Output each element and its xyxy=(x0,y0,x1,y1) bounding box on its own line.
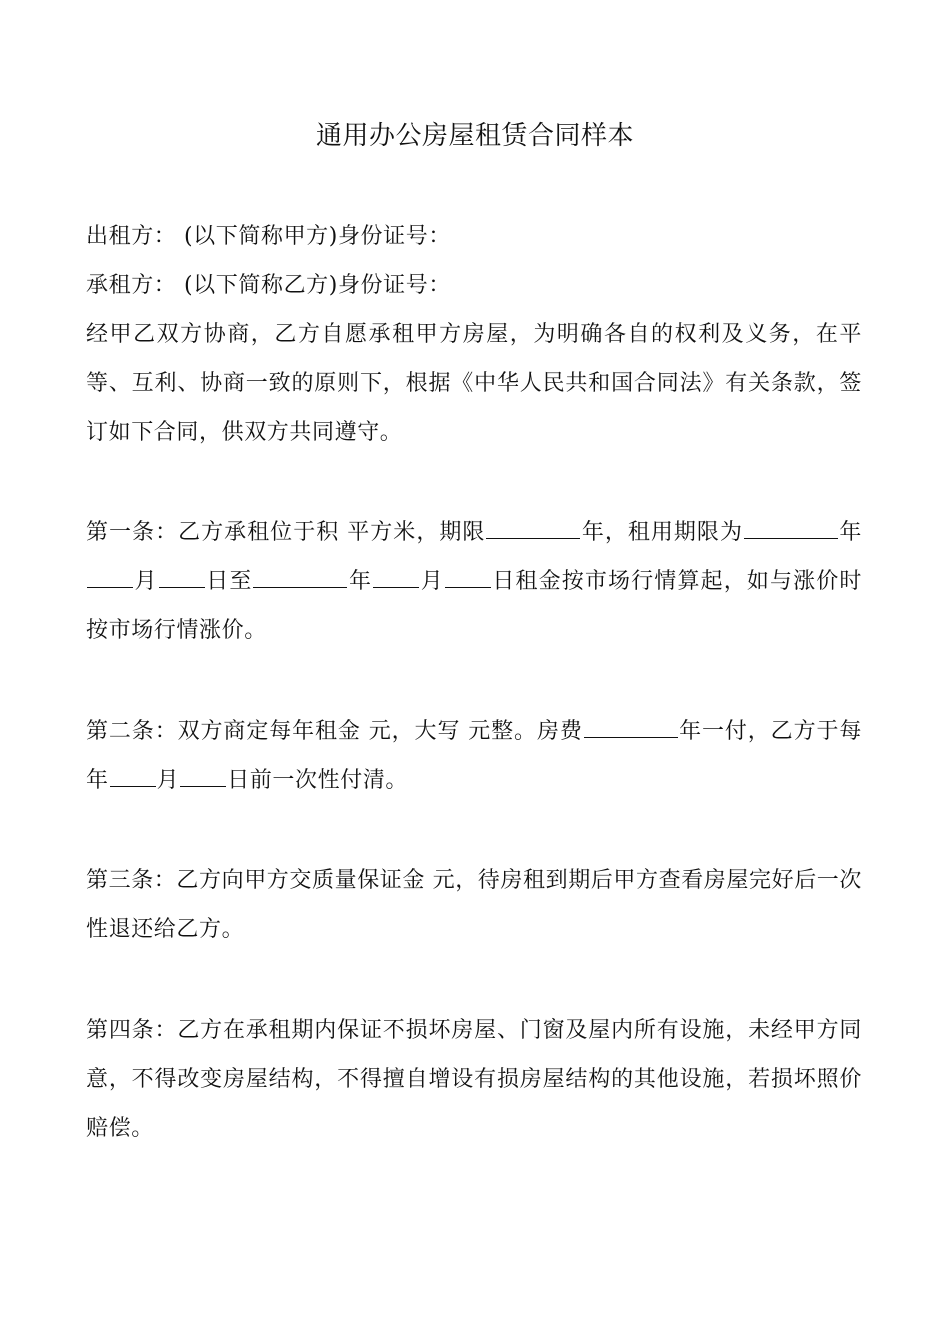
start-day-blank xyxy=(159,565,205,588)
payment-interval-blank xyxy=(584,715,678,738)
article-1-text-7: 月 xyxy=(420,569,444,594)
payment-day-blank xyxy=(180,764,226,787)
article-2-text-2: 年一付，乙方于每年 xyxy=(86,719,862,793)
end-day-blank xyxy=(445,565,491,588)
term-years-blank xyxy=(486,516,580,539)
lessee-line: 承租方： (以下简称乙方)身份证号： xyxy=(86,273,451,298)
article-1-text-8: 日租金按市场行情算起，如与涨价时按市场行情涨价。 xyxy=(86,569,862,643)
end-year-blank xyxy=(253,565,347,588)
article-3: 第三条：乙方向甲方交质量保证金 元，待房租到期后甲方查看房屋完好后一次性退还给乙方。 xyxy=(86,868,862,942)
article-1-text-4: 月 xyxy=(134,569,158,594)
article-2-text-3: 月 xyxy=(156,768,180,793)
article-1 xyxy=(86,508,862,655)
article-2-text-1: 第二条：双方商定每年租金 元，大写 元整。房费 xyxy=(86,719,583,744)
lessor-line: 出租方： (以下简称甲方)身份证号： xyxy=(86,224,451,249)
article-1-text-3: 年 xyxy=(838,520,862,545)
preamble-paragraph: 经甲乙双方协商，乙方自愿承租甲方房屋，为明确各自的权利及义务，在平等、互利、协商一致的原则下，根据《中华人民共和国合同法》有关条款，签订如下合同，供双方共同遵守。 xyxy=(86,322,862,445)
start-month-blank xyxy=(87,565,133,588)
article-1-text-6: 年 xyxy=(348,569,373,594)
document-title: 通用办公房屋租赁合同样本 xyxy=(315,121,634,151)
start-year-blank xyxy=(744,516,838,539)
article-2-text-4: 日前一次性付清。 xyxy=(227,768,409,793)
payment-month-blank xyxy=(110,764,156,787)
article-1-text-1: 第一条：乙方承租位于积 平方米，期限 xyxy=(86,520,486,545)
article-1-text-5: 日至 xyxy=(205,569,253,594)
article-4: 第四条：乙方在承租期内保证不损坏房屋、门窗及屋内所有设施，未经甲方同意，不得改变房屋结构，不得擅自增设有损房屋结构的其他设施，若损坏照价赔偿。 xyxy=(86,1018,862,1141)
article-1-text-2: 年，租用期限为 xyxy=(581,520,743,545)
end-month-blank xyxy=(373,565,419,588)
article-2 xyxy=(86,707,862,805)
